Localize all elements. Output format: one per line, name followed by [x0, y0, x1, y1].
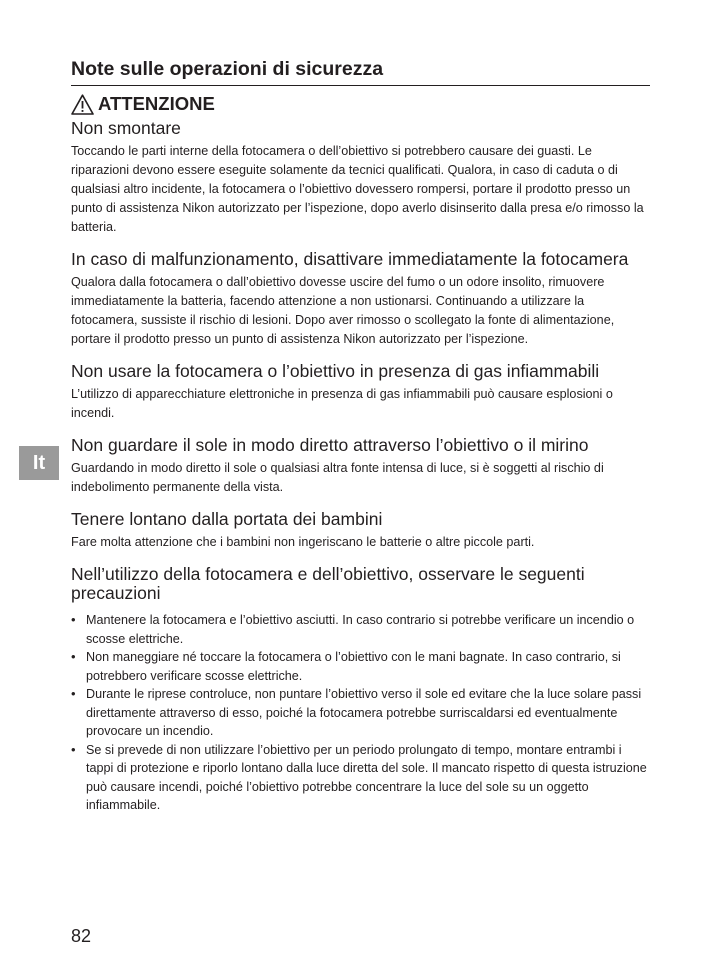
bullet-icon: •: [71, 649, 76, 664]
section-heading: Non guardare il sole in modo diretto attraverso l’obiettivo o il mirino: [71, 435, 589, 455]
section-text: Fare molta attenzione che i bambini non ingeriscano le batterie o altre piccole parti.: [71, 535, 535, 549]
list-item: [71, 741, 650, 815]
warning-label: ATTENZIONE: [98, 93, 215, 114]
manual-page: [71, 57, 650, 815]
section-disassembly: [71, 119, 650, 237]
bullet-icon: •: [71, 612, 76, 627]
section-heading: In caso di malfunzionamento, disattivare immediatamente la fotocamera: [71, 249, 629, 269]
list-item-text: Durante le riprese controluce, non puntare l’obiettivo verso il sole ed evitare che la luce solare passi direttamente attraverso di esso, poiché la fotocamera potrebbe surriscaldarsi ed eventualmente provocare un incendio.: [86, 687, 642, 738]
precautions-list: [71, 611, 650, 815]
list-item-text: Non maneggiare né toccare la fotocamera o l’obiettivo con le mani bagnate. In caso contrario, si potrebbero verificare scosse elettriche.: [86, 650, 621, 683]
section-heading: Non usare la fotocamera o l’obiettivo in presenza di gas infiammabili: [71, 361, 600, 381]
list-item: [71, 648, 650, 685]
page-title: Note sulle operazioni di sicurezza: [71, 57, 650, 86]
warning-header: [71, 92, 650, 116]
bullet-icon: •: [71, 741, 76, 757]
section-precautions: [71, 565, 650, 815]
warning-triangle-icon: [71, 94, 94, 115]
list-item-text: Mantenere la fotocamera e l’obiettivo asciutti. In caso contrario si potrebbe verificare un incendio o scosse elettriche.: [86, 613, 635, 646]
language-tab-label: It: [32, 451, 46, 474]
section-children: [71, 510, 650, 552]
section-heading: Nell’utilizzo della fotocamera e dell’obiettivo, osservare le seguenti precauzioni: [71, 564, 585, 603]
language-tab: [19, 446, 59, 480]
page-number: 82: [71, 926, 92, 946]
section-malfunction: [71, 250, 650, 349]
bullet-icon: •: [71, 686, 76, 701]
section-sun: [71, 436, 650, 497]
section-flammable-gas: [71, 362, 650, 423]
section-text: Qualora dalla fotocamera o dall’obiettivo dovesse uscire del fumo o un odore insolito, rimuovere immediatamente la batteria, facendo attenzione a non ustionarsi. Continuando a utilizzare la fotocamera, sussiste il rischio di lesioni. Dopo aver rimosso o scollegato la fonte di alimentazione, portare il prodotto presso un punto di assistenza Nikon autorizzato per l’ispezione.: [71, 275, 615, 346]
section-heading: Non smontare: [71, 118, 181, 138]
section-text: Toccando le parti interne della fotocamera o dell’obiettivo si potrebbero causare dei guasti. Le riparazioni devono essere eseguite solamente da tecnici qualificati. Qualora, in caso di caduta o di qualsiasi altro incidente, la fotocamera o l’obiettivo dovessero rompersi, portare il prodotto presso un punto di assistenza Nikon autorizzato per l’ispezione, dopo averlo disinserito dalla presa e/o rimosso la batteria.: [71, 144, 644, 234]
list-item-text: Se si prevede di non utilizzare l’obiettivo per un periodo prolungato di tempo, montare entrambi i tappi di protezione e riporlo lontano dalla luce diretta del sole. Il mancato rispetto di questa istruzione può causare incendi, poiché l’obiettivo potrebbe concentrare la luce del sole su un oggetto infiammabile.: [86, 742, 647, 812]
section-heading: Tenere lontano dalla portata dei bambini: [71, 509, 383, 529]
section-text: L’utilizzo di apparecchiature elettroniche in presenza di gas infiammabili può causare esplosioni o incendi.: [71, 387, 613, 420]
list-item: [71, 611, 650, 648]
list-item: [71, 685, 650, 741]
section-text: Guardando in modo diretto il sole o qualsiasi altra fonte intensa di luce, si è soggetti al rischio di indebolimento permanente della vista.: [71, 461, 604, 494]
